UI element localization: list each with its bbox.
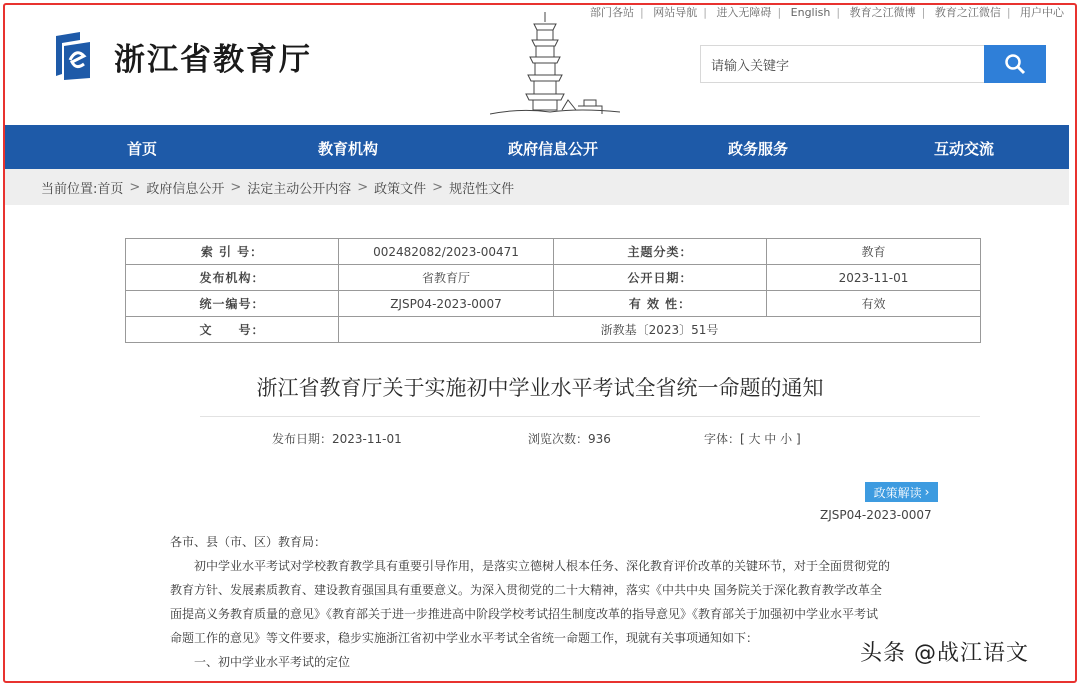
meta-label: 主题分类：: [554, 239, 767, 265]
paragraph-line: 命题工作的意见》等文件要求，稳步实施浙江省初中学业水平考试全省统一命题工作，现就有关事项通知如下：: [170, 631, 759, 645]
breadcrumb-prefix: 当前位置:: [41, 181, 98, 197]
chevron-right-icon: >: [129, 179, 141, 195]
meta-label: 文 号：: [126, 317, 339, 343]
nav-item-interaction[interactable]: 互动交流: [934, 140, 995, 158]
top-link[interactable]: English: [790, 6, 831, 19]
site-name: 浙江省教育厅: [114, 41, 312, 78]
search-icon: [1004, 53, 1026, 75]
nav-item-home[interactable]: 首页: [127, 140, 158, 158]
nav-item-info-disclosure[interactable]: 政府信息公开: [508, 140, 599, 158]
search-button[interactable]: [984, 45, 1046, 83]
meta-label: 公开日期：: [554, 265, 767, 291]
breadcrumb-item[interactable]: 首页: [97, 181, 124, 197]
policy-interpretation-label: 政策解读: [873, 485, 922, 500]
meta-label: 发布机构：: [126, 265, 339, 291]
breadcrumb-item[interactable]: 法定主动公开内容: [247, 181, 352, 197]
table-row: [126, 317, 981, 343]
salutation: 各市、县（市、区）教育局：: [170, 535, 327, 549]
chevron-right-icon: >: [432, 179, 444, 195]
publish-date: 发布日期：2023-11-01: [272, 432, 402, 446]
chevron-right-icon: ›: [924, 485, 930, 499]
document-code: ZJSP04-2023-0007: [820, 508, 932, 522]
top-link[interactable]: 教育之江微信: [934, 6, 1001, 19]
top-link[interactable]: 进入无障碍: [716, 6, 772, 19]
search-box: [700, 45, 1046, 83]
meta-value: 2023-11-01: [767, 265, 981, 291]
top-link[interactable]: 部门各站: [590, 6, 634, 19]
nav-item-institutions[interactable]: 教育机构: [318, 140, 379, 158]
top-link[interactable]: 用户中心: [1020, 6, 1065, 19]
view-count: 浏览次数：936: [528, 432, 611, 446]
meta-value: 省教育厅: [339, 265, 554, 291]
paragraph-line: 面提高义务教育质量的意见》《教育部关于进一步推进高中阶段学校考试招生制度改革的指导意见》《教育部关于加强初中学业水平考试: [170, 607, 879, 621]
table-row: [126, 291, 981, 317]
search-input[interactable]: 请输入关键字: [700, 45, 984, 83]
font-size-switcher[interactable]: 字体：[ 大 中 小 ]: [704, 432, 801, 446]
meta-value: ZJSP04-2023-0007: [339, 291, 554, 317]
breadcrumb-item[interactable]: 政府信息公开: [146, 181, 225, 197]
meta-value: 002482082/2023-00471: [339, 239, 554, 265]
meta-label: 统一编号：: [126, 291, 339, 317]
meta-value: 有效: [767, 291, 981, 317]
chevron-right-icon: >: [357, 179, 369, 195]
article-body: [170, 530, 950, 674]
watermark: 头条 @战江语文: [860, 641, 1029, 666]
table-row: [126, 239, 981, 265]
paragraph-line: 初中学业水平考试对学校教育教学具有重要引导作用，是落实立德树人根本任务、深化教育评价改革的关键环节，对于全面贯彻党的: [194, 559, 891, 573]
meta-label: 有 效 性：: [554, 291, 767, 317]
meta-value: 浙教基〔2023〕51号: [339, 317, 981, 343]
breadcrumb-item[interactable]: 政策文件: [374, 181, 427, 197]
nav-item-gov-services[interactable]: 政务服务: [728, 140, 789, 158]
paragraph-line: 教育方针、发展素质教育、建设教育强国具有重要意义。为深入贯彻党的二十大精神，落实《中共中央 国务院关于深化教育教学改革全: [170, 583, 882, 597]
breadcrumb: [5, 169, 1069, 205]
top-link[interactable]: 教育之江微博: [849, 6, 916, 19]
pagoda-illustration: [490, 10, 620, 120]
section-heading: 一、初中学业水平考试的定位: [194, 655, 351, 669]
policy-interpretation-button[interactable]: [865, 482, 938, 502]
breadcrumb-item[interactable]: 规范性文件: [449, 181, 515, 197]
top-link[interactable]: 网站导航: [653, 6, 698, 19]
document-meta-table: [125, 238, 981, 343]
article-title: 浙江省教育厅关于实施初中学业水平考试全省统一命题的通知: [256, 376, 824, 400]
site-logo[interactable]: [50, 30, 312, 82]
meta-value: 教育: [767, 239, 981, 265]
divider: [200, 416, 980, 417]
chevron-right-icon: >: [230, 179, 242, 195]
logo-emblem-icon: [50, 30, 96, 82]
main-nav: [5, 125, 1069, 169]
top-links: 部门各站 | 网站导航 | 进入无障碍 | English | 教育之江微博 | 教育之江微信 | 用户中心: [590, 6, 1065, 19]
table-row: [126, 265, 981, 291]
meta-label: 索 引 号：: [126, 239, 339, 265]
